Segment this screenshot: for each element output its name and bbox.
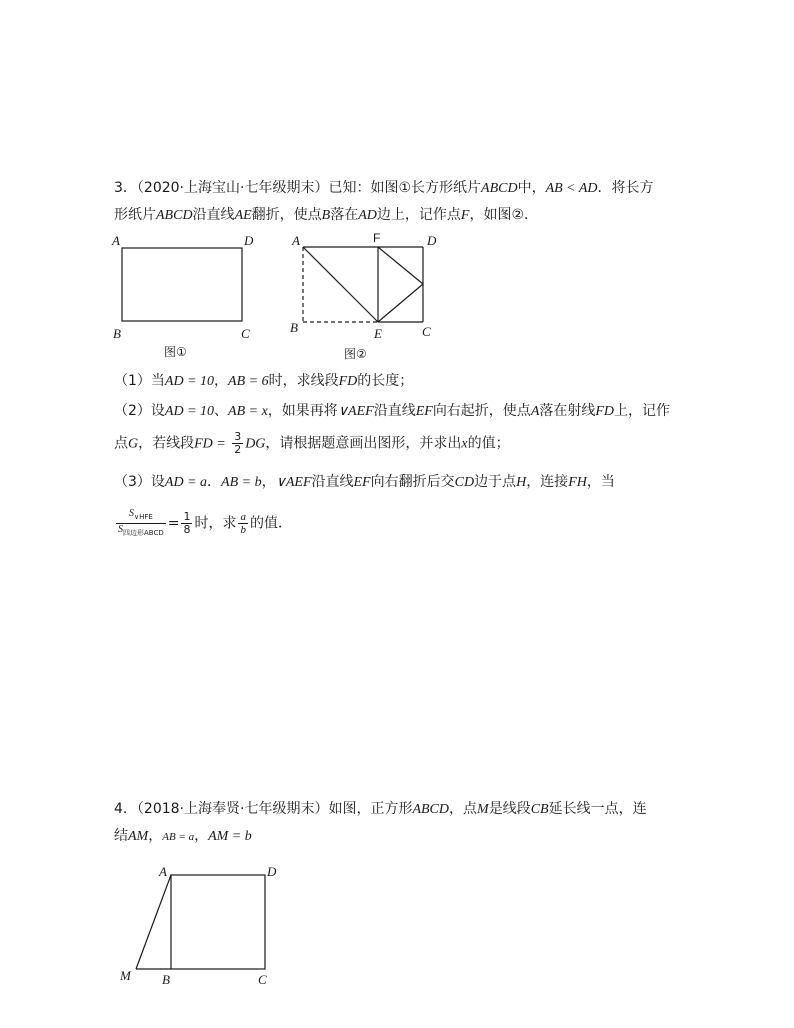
question-3-line2: $\frac{S_{\vee HFE}}{S_{四边形ABCD}}$ = $\frac{1}{8}$ 时，求 $\frac{a}{b}$ 的值． bbox=[118, 508, 292, 537]
square-ABCD bbox=[171, 875, 265, 969]
problem-number: 3． bbox=[114, 180, 137, 196]
fig1-label-B: B bbox=[113, 326, 121, 341]
question-2-line2: 点G，若线段FD = $\frac{3}{2}$ DG，请根据题意画出图形，并求出x的值； bbox=[114, 430, 510, 456]
problem3-line2: 形纸片ABCD沿直线AE翻折，使点B落在AD边上，记作点F，如图②． bbox=[114, 207, 539, 223]
problem4-line2: 结AM，AB = a，AM = b bbox=[114, 828, 252, 844]
fig2-label-F: F bbox=[373, 231, 381, 245]
fraction-1-8: $\frac{1}{8}$ bbox=[183, 510, 191, 536]
problem3-figures bbox=[100, 228, 460, 368]
fraction-a-b: $\frac{a}{b}$ bbox=[240, 511, 246, 536]
problem4-figure bbox=[110, 858, 300, 990]
fig2-label-C: C bbox=[422, 324, 431, 339]
label-C: C bbox=[258, 972, 267, 987]
fig2-segment-E-mid bbox=[378, 284, 423, 322]
fig1-label-A: A bbox=[112, 233, 120, 248]
area-ratio-fraction: $\frac{S_{\vee HFE}}{S_{四边形ABCD}}$ bbox=[118, 508, 164, 537]
problem4-line1: 4．（2018·上海奉贤·七年级期末）如图，正方形ABCD，点M是线段CB延长线一点，连 bbox=[114, 801, 647, 817]
problem-source: （2020·上海宝山·七年级期末） bbox=[136, 180, 329, 196]
label-B: B bbox=[162, 972, 170, 987]
label-A: A bbox=[159, 864, 167, 879]
question-2-line1: （2）设AD = 10、AB = x，如果再将∨AEF沿直线EF向右起折，使点A落在射线FD上，记作 bbox=[114, 403, 671, 419]
fig2-segment-F-mid bbox=[378, 247, 423, 284]
fig1-caption: 图① bbox=[164, 345, 187, 359]
condition: AB < AD bbox=[545, 181, 598, 196]
problem-number: 4． bbox=[114, 801, 137, 817]
fig1-label-D: D bbox=[244, 233, 254, 248]
question-3-line1: （3）设AD = a．AB = b，∨AEF沿直线EF向右翻折后交CD边于点H，连接FH，当 bbox=[114, 474, 615, 490]
fraction-3-2: $\frac{3}{2}$ bbox=[234, 430, 242, 456]
fig2-label-E: E bbox=[374, 326, 382, 341]
fig2-segment-AE bbox=[303, 247, 378, 322]
segment-AM bbox=[136, 875, 171, 969]
question-1: （1）当AD = 10，AB = 6时，求线段FD的长度； bbox=[114, 373, 414, 389]
fig1-rectangle bbox=[122, 248, 242, 321]
label-D: D bbox=[267, 864, 277, 879]
fig1-label-C: C bbox=[241, 326, 250, 341]
fig2-label-A: A bbox=[292, 233, 300, 248]
fig2-label-D: D bbox=[427, 233, 437, 248]
problem-source: （2018·上海奉贤·七年级期末） bbox=[136, 801, 329, 817]
fig2-caption: 图② bbox=[344, 347, 367, 361]
label-M: M bbox=[120, 968, 131, 983]
problem3-line1: 3．（2020·上海宝山·七年级期末）已知：如图①长方形纸片ABCD中，AB < AD．将长方 bbox=[114, 180, 654, 196]
fig2-label-B: B bbox=[290, 320, 298, 335]
